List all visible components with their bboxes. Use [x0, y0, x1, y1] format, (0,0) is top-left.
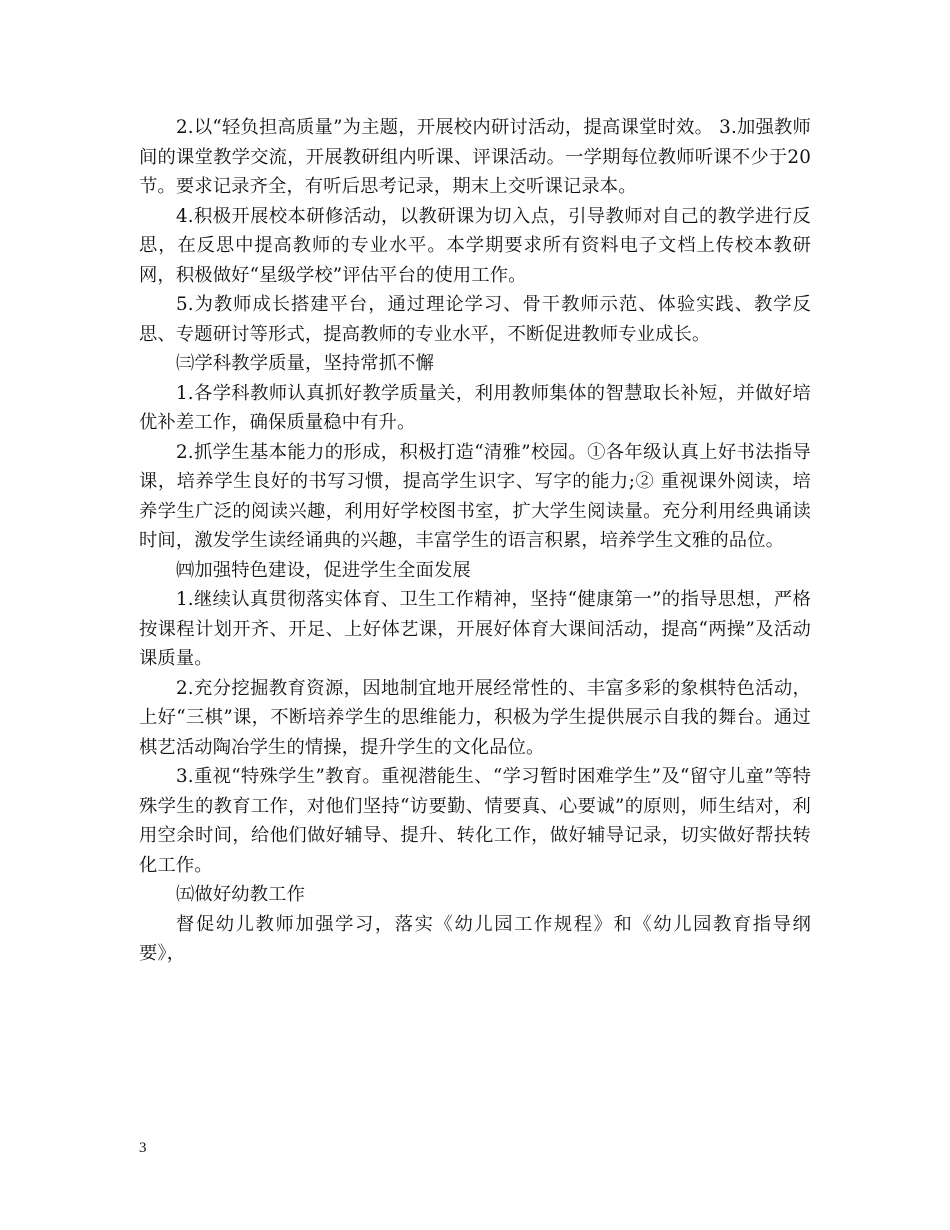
paragraph-2: 4.积极开展校本研修活动，以教研课为切入点，引导教师对自己的教学进行反思，在反思中提高教师的专业水平。本学期要求所有资料电子文档上传校本教研网，积极做好“星级学校”评估平台的使用工作。	[139, 205, 811, 286]
section-heading-4: ㈣加强特色建设，促进学生全面发展	[176, 559, 471, 581]
section-heading-3: ㈢学科教学质量，坚持常抓不懈	[176, 353, 435, 374]
paragraph-9: 督促幼儿教师加强学习，落实《幼儿园工作规程》和《幼儿园教育指导纲要》，	[139, 913, 811, 964]
paragraph-6: 1.继续认真贯彻落实体育、卫生工作精神，坚持“健康第一”的指导思想，严格按课程计划开齐、开足、上好体艺课，开展好体育大课间活动，提高“两操”及活动课质量。	[139, 589, 811, 669]
paragraph-1: 2.以“轻负担高质量”为主题，开展校内研讨活动，提高课堂时效。 3.加强教师间的课堂教学交流，开展教研组内听课、评课活动。一学期每位教师听课不少于20节。要求记录齐全，有听后思考记录，期末上交听课记录本。	[139, 117, 811, 197]
paragraph-4: 1.各学科教师认真抓好教学质量关，利用教师集体的智慧取长补短，并做好培优补差工作，确保质量稳中有升。	[139, 382, 811, 433]
paragraph-7: 2.充分挖掘教育资源，因地制宜地开展经常性的、丰富多彩的象棋特色活动，上好“三棋”课，不断培养学生的思维能力，积极为学生提供展示自我的舞台。通过棋艺活动陶冶学生的情操，提升学生的文化品位。	[139, 677, 811, 758]
paragraph-3: 5.为教师成长搭建平台，通过理论学习、骨干教师示范、体验实践、教学反思、专题研讨等形式，提高教师的专业水平，不断促进教师专业成长。	[139, 294, 811, 345]
paragraph-8: 3.重视“特殊学生”教育。重视潜能生、“学习暂时困难学生”及“留守儿童”等特殊学生的教育工作，对他们坚持“访要勤、情要真、心要诚”的原则，师生结对，利用空余时间，给他们做好辅导、提升、转化工作，做好辅导记录，切实做好帮扶转化工作。	[139, 766, 811, 876]
page-number: 3	[139, 1140, 147, 1156]
document-body	[139, 113, 811, 969]
section-heading-5: ㈤做好幼教工作	[176, 884, 306, 905]
paragraph-5: 2.抓学生基本能力的形成，积极打造“清雅”校园。①各年级认真上好书法指导课，培养学生良好的书写习惯，提高学生识字、写字的能力;② 重视课外阅读，培养学生广泛的阅读兴趣，利用好学校图书室，扩大学生阅读量。充分利用经典诵读时间，激发学生读经诵典的兴趣，丰富学生的语言积累，培养学生文雅的品位。	[139, 441, 811, 551]
